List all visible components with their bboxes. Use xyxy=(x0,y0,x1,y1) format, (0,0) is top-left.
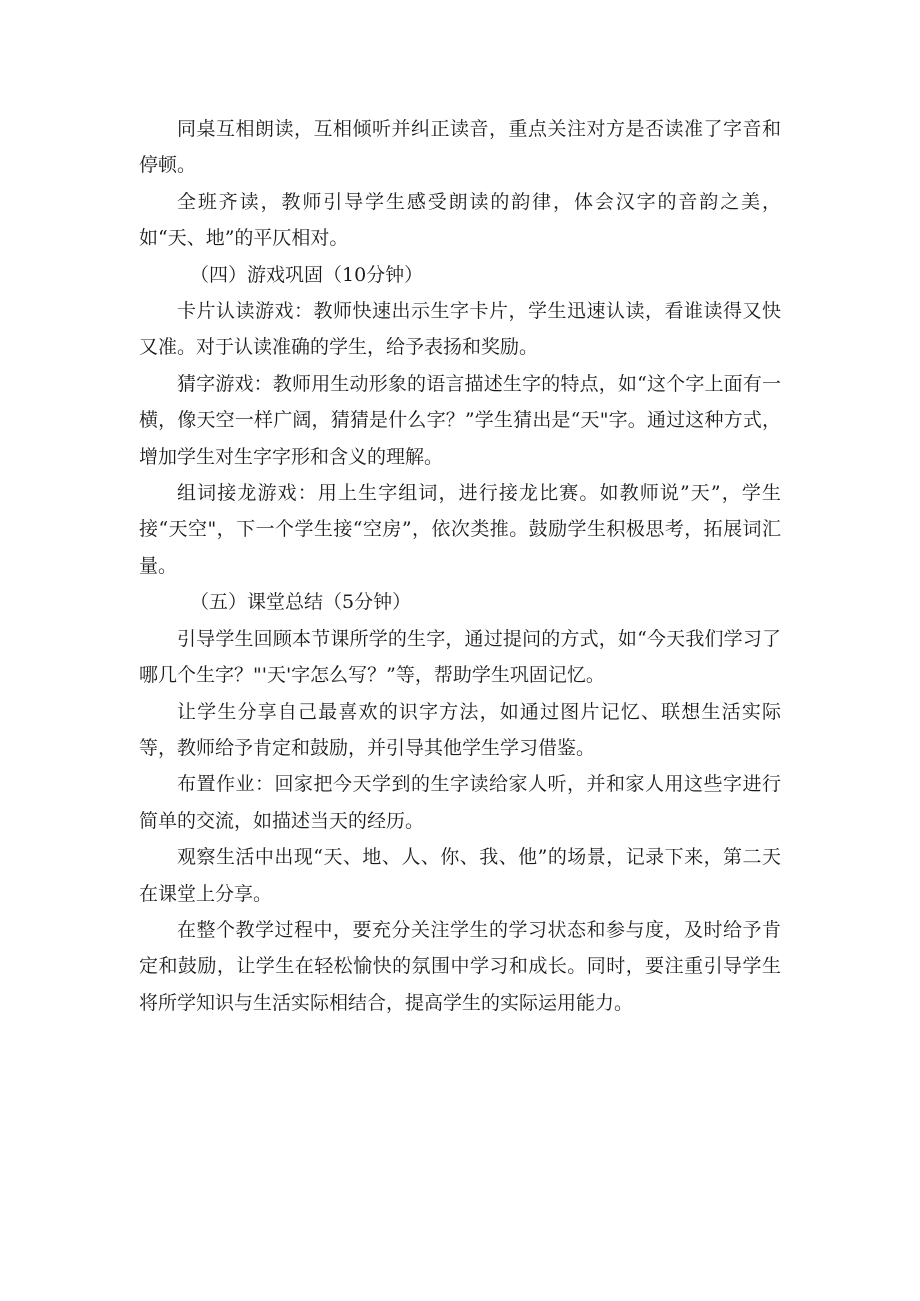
paragraph-observe-life: 观察生活中出现“天、地、人、你、我、他”的场景，记录下来，第二天在课堂上分享。 xyxy=(139,846,781,905)
paragraph-word-chain-game: 组词接龙游戏：用上生字组词，进行接龙比赛。如教师说”天”，学生接“天空"，下一个学生接“空房”，依次类推。鼓励学生积极思考，拓展词汇量。 xyxy=(139,482,781,577)
paragraph-teaching-process: 在整个教学过程中，要充分关注学生的学习状态和参与度，及时给予肯定和鼓励，让学生在轻松愉快的氛围中学习和成长。同时，要注重引导学生将所学知识与生活实际相结合，提高学生的实际运用能力。 xyxy=(139,918,781,1014)
paragraph-class-reading: 全班齐读，教师引导学生感受朗读的韵律，体会汉字的音韵之美，如“天、地”的平仄相对。 xyxy=(139,190,781,250)
paragraph-homework: 布置作业：回家把今天学到的生字读给家人听，并和家人用这些字进行简单的交流，如描述当天的经历。 xyxy=(139,773,781,832)
paragraph-card-reading-game: 卡片认读游戏：教师快速出示生字卡片，学生迅速认读，看谁读得又快又准。对于认读准确的学生，给予表扬和奖励。 xyxy=(139,300,781,359)
document-body xyxy=(139,111,781,1021)
paragraph-guess-character-game: 猜字游戏：教师用生动形象的语言描述生字的特点，如“这个字上面有一横，像天空一样广阔，猜猜是什么字？”学生猜出是“天"字。通过这种方式，增加学生对生字字形和含义的理解。 xyxy=(139,372,781,468)
paragraph-desk-mate-reading: 同桌互相朗读，互相倾听并纠正读音，重点关注对方是否读准了字音和停顿。 xyxy=(139,118,781,177)
paragraph-review-characters: 引导学生回顾本节课所学的生字，通过提问的方式，如“今天我们学习了哪几个生字？"'天'字怎么写？”等，帮助学生巩固记忆。 xyxy=(139,627,781,687)
section-heading-game-consolidation: （四）游戏巩固（10分钟） xyxy=(190,263,424,286)
section-heading-class-summary: （五）课堂总结（5分钟） xyxy=(190,591,412,614)
paragraph-share-methods: 让学生分享自己最喜欢的识字方法，如通过图片记忆、联想生活实际等，教师给予肯定和鼓励，并引导其他学生学习借鉴。 xyxy=(139,700,781,759)
